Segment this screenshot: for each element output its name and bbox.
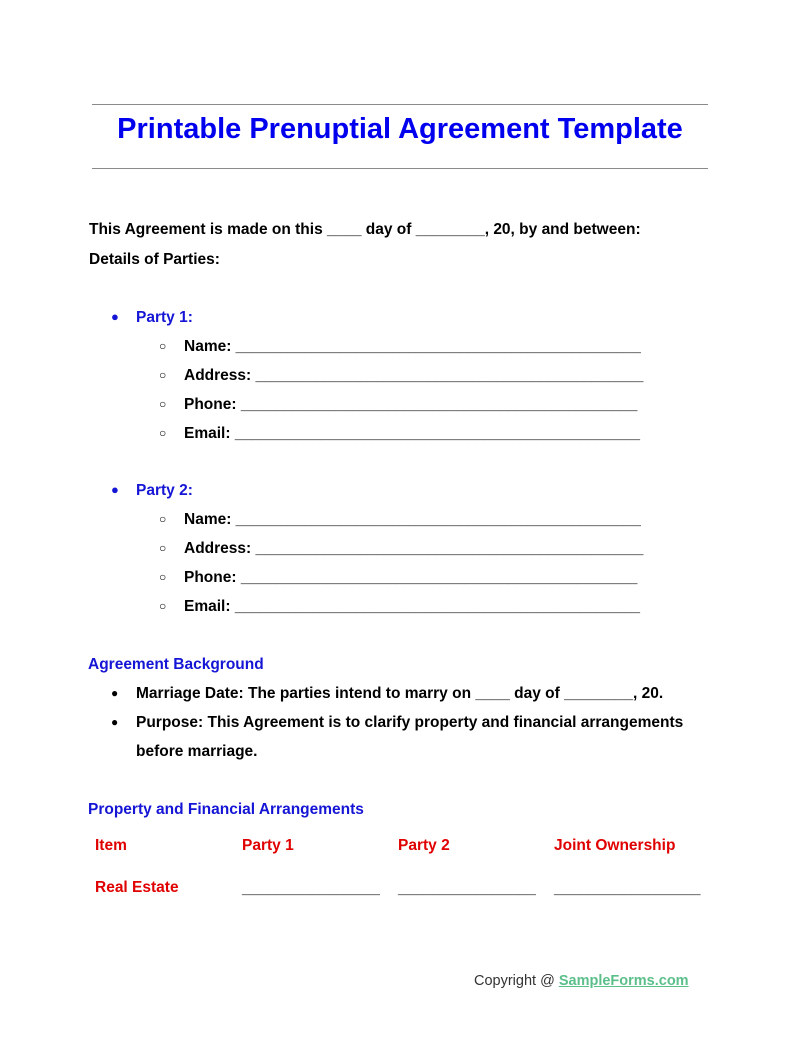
bullet-icon: ● — [111, 309, 119, 324]
bullet-icon: ● — [111, 482, 119, 497]
details-label: Details of Parties: — [89, 251, 220, 268]
party-2-name-field[interactable]: ○ Name: _______________________________________________ — [159, 511, 641, 528]
circle-bullet-icon: ○ — [159, 570, 167, 584]
circle-bullet-icon: ○ — [159, 339, 167, 353]
circle-bullet-icon: ○ — [159, 541, 167, 555]
bullet-icon: ● — [111, 715, 119, 729]
bottom-divider — [92, 168, 708, 169]
party-2-phone-field[interactable]: ○ Phone: ______________________________________________ — [159, 569, 638, 586]
purpose-item-continued: before marriage. — [136, 743, 258, 760]
party-2-address-field[interactable]: ○ Address: _____________________________________________ — [159, 540, 644, 557]
circle-bullet-icon: ○ — [159, 426, 167, 440]
page-title: Printable Prenuptial Agreement Template — [117, 113, 683, 145]
row-item-real-estate: Real Estate — [95, 879, 179, 896]
party-1-heading — [111, 309, 193, 327]
party-1-name-field[interactable]: ○ Name: _______________________________________________ — [159, 338, 641, 355]
purpose-item: ● Purpose: This Agreement is to clarify property and financial arrangements — [111, 714, 684, 731]
real-estate-party-2-blank[interactable]: ________________ — [398, 880, 536, 897]
bullet-icon: ● — [111, 686, 119, 700]
column-header-joint-ownership: Joint Ownership — [554, 837, 676, 854]
brand-link[interactable]: SampleForms.com — [558, 973, 689, 989]
party-2-label: Party 2: — [136, 482, 193, 499]
party-1-address-field[interactable]: ○ Address: _____________________________________________ — [159, 367, 644, 384]
party-1-phone-field[interactable]: ○ Phone: ______________________________________________ — [159, 396, 638, 413]
party-1-email-field[interactable]: ○ Email: _______________________________________________ — [159, 425, 640, 442]
party-1-label: Party 1: — [136, 309, 193, 326]
circle-bullet-icon: ○ — [159, 599, 167, 613]
property-heading: Property and Financial Arrangements — [88, 801, 364, 818]
copyright-footer — [474, 973, 689, 989]
real-estate-party-1-blank[interactable]: ________________ — [242, 880, 380, 897]
party-2-email-field[interactable]: ○ Email: _______________________________________________ — [159, 598, 640, 615]
copyright-text: Copyright @ — [474, 973, 559, 989]
column-header-party-1: Party 1 — [242, 837, 294, 854]
marriage-date-item: ● Marriage Date: The parties intend to marry on ____ day of ________, 20. — [111, 685, 664, 702]
intro-text: This Agreement is made on this ____ day of ________, 20, by and between: — [89, 221, 641, 238]
circle-bullet-icon: ○ — [159, 397, 167, 411]
party-2-heading — [111, 482, 193, 500]
circle-bullet-icon: ○ — [159, 368, 167, 382]
column-header-party-2: Party 2 — [398, 837, 450, 854]
background-heading: Agreement Background — [88, 656, 264, 673]
real-estate-joint-blank[interactable]: _________________ — [554, 880, 701, 897]
circle-bullet-icon: ○ — [159, 512, 167, 526]
top-divider — [92, 104, 708, 105]
column-header-item: Item — [95, 837, 127, 854]
